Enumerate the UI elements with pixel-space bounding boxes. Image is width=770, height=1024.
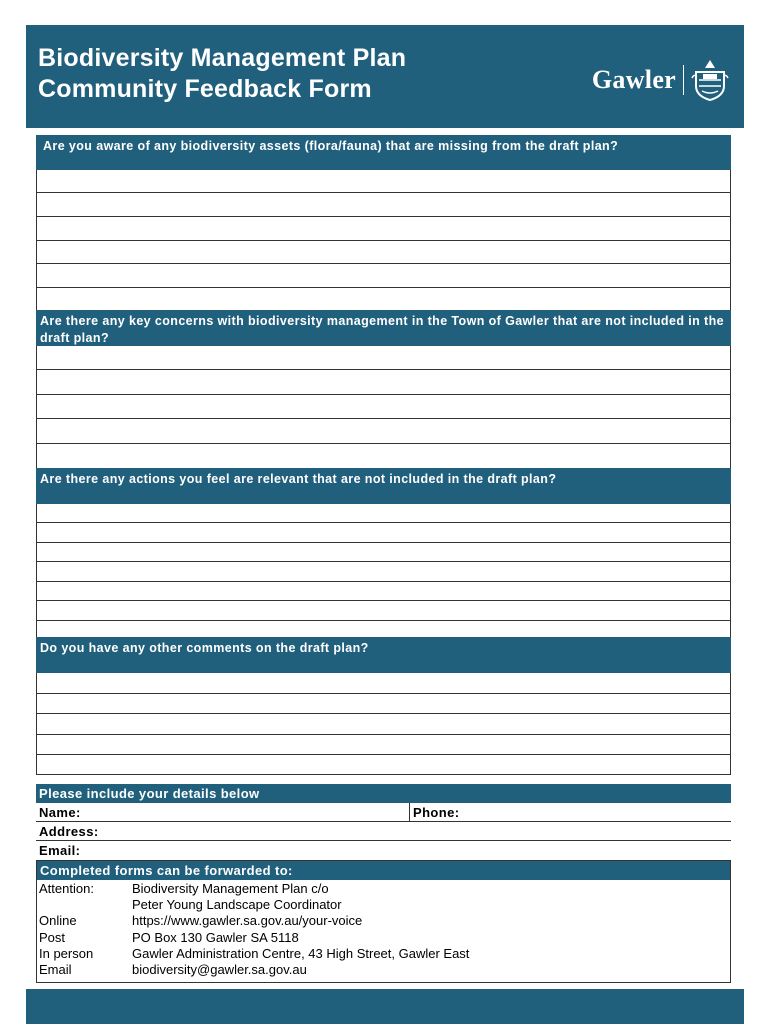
forward-row-value: Gawler Administration Centre, 43 High Street, Gawler East (132, 945, 470, 961)
answer-line[interactable] (37, 370, 730, 395)
forward-row (37, 881, 730, 897)
question-2-answer-area[interactable] (36, 346, 731, 468)
answer-line[interactable] (37, 217, 730, 241)
footer-bar (26, 989, 744, 1024)
name-row[interactable] (36, 803, 731, 822)
question-4-answer-area[interactable] (36, 673, 731, 775)
forward-row (37, 897, 730, 913)
answer-line[interactable] (37, 582, 730, 601)
logo-divider (683, 65, 684, 95)
answer-line[interactable] (37, 241, 730, 264)
forward-row (37, 946, 730, 962)
answer-line[interactable] (37, 264, 730, 288)
answer-line[interactable] (37, 673, 730, 694)
forward-heading: Completed forms can be forwarded to: (36, 860, 731, 880)
answer-line[interactable] (37, 419, 730, 444)
answer-line[interactable] (37, 193, 730, 217)
question-4-label: Do you have any other comments on the draft plan? (36, 637, 731, 673)
question-1-section (36, 135, 731, 310)
crest-icon (690, 58, 730, 102)
form-header (26, 25, 744, 128)
logo-wordmark: Gawler (591, 65, 676, 94)
answer-line[interactable] (37, 523, 730, 543)
question-2-label: Are there any key concerns with biodiversity management in the Town of Gawler that are not included in the draft plan? (36, 310, 731, 346)
answer-line[interactable] (37, 346, 730, 370)
answer-line[interactable] (37, 714, 730, 735)
forward-row-label: Email (39, 962, 72, 978)
forward-row (37, 930, 730, 946)
forward-row (37, 962, 730, 978)
answer-line[interactable] (37, 694, 730, 714)
question-4-section (36, 637, 731, 775)
forward-row-value: Peter Young Landscape Coordinator (132, 897, 342, 913)
answer-line[interactable] (37, 170, 730, 193)
email-label: Email: (39, 843, 81, 858)
forward-info (36, 880, 731, 983)
forward-row-label (37, 897, 132, 913)
name-label: Name: (39, 805, 81, 820)
question-3-label: Are there any actions you feel are relevant that are not included in the draft plan? (36, 468, 731, 504)
form-title (38, 43, 406, 105)
forward-row-label: Online (39, 913, 77, 929)
forward-row-label: In person (39, 945, 94, 961)
email-link[interactable]: biodiversity@gawler.sa.gov.au (132, 962, 307, 978)
address-row[interactable] (36, 822, 731, 841)
email-row[interactable] (36, 841, 731, 860)
phone-label[interactable]: Phone: (409, 803, 459, 821)
website-link[interactable]: https://www.gawler.sa.gov.au/your-voice (132, 913, 363, 929)
details-heading: Please include your details below (36, 784, 731, 803)
answer-line[interactable] (37, 504, 730, 523)
answer-line[interactable] (37, 395, 730, 419)
answer-line[interactable] (37, 288, 730, 310)
address-label: Address: (39, 824, 99, 839)
question-3-section (36, 468, 731, 639)
answer-line[interactable] (37, 543, 730, 562)
answer-line[interactable] (37, 735, 730, 755)
answer-line[interactable] (37, 755, 730, 774)
forward-row-value: Biodiversity Management Plan c/o (132, 881, 329, 896)
contact-details-section (36, 784, 731, 983)
forward-row (37, 913, 730, 929)
gawler-logo (592, 55, 730, 105)
forward-row-value: PO Box 130 Gawler SA 5118 (132, 929, 299, 945)
forward-row-label: Attention: (39, 881, 94, 896)
question-2-section (36, 310, 731, 468)
answer-line[interactable] (37, 444, 730, 468)
question-1-label: Are you aware of any biodiversity assets (flora/fauna) that are missing from the draft plan? (36, 135, 731, 170)
title-line-2: Community Feedback Form (38, 75, 372, 103)
question-3-answer-area[interactable] (36, 504, 731, 639)
answer-line[interactable] (37, 601, 730, 621)
answer-line[interactable] (37, 562, 730, 582)
question-1-answer-area[interactable] (36, 170, 731, 310)
title-line-1: Biodiversity Management Plan (38, 44, 407, 72)
forward-row-label: Post (39, 929, 66, 945)
